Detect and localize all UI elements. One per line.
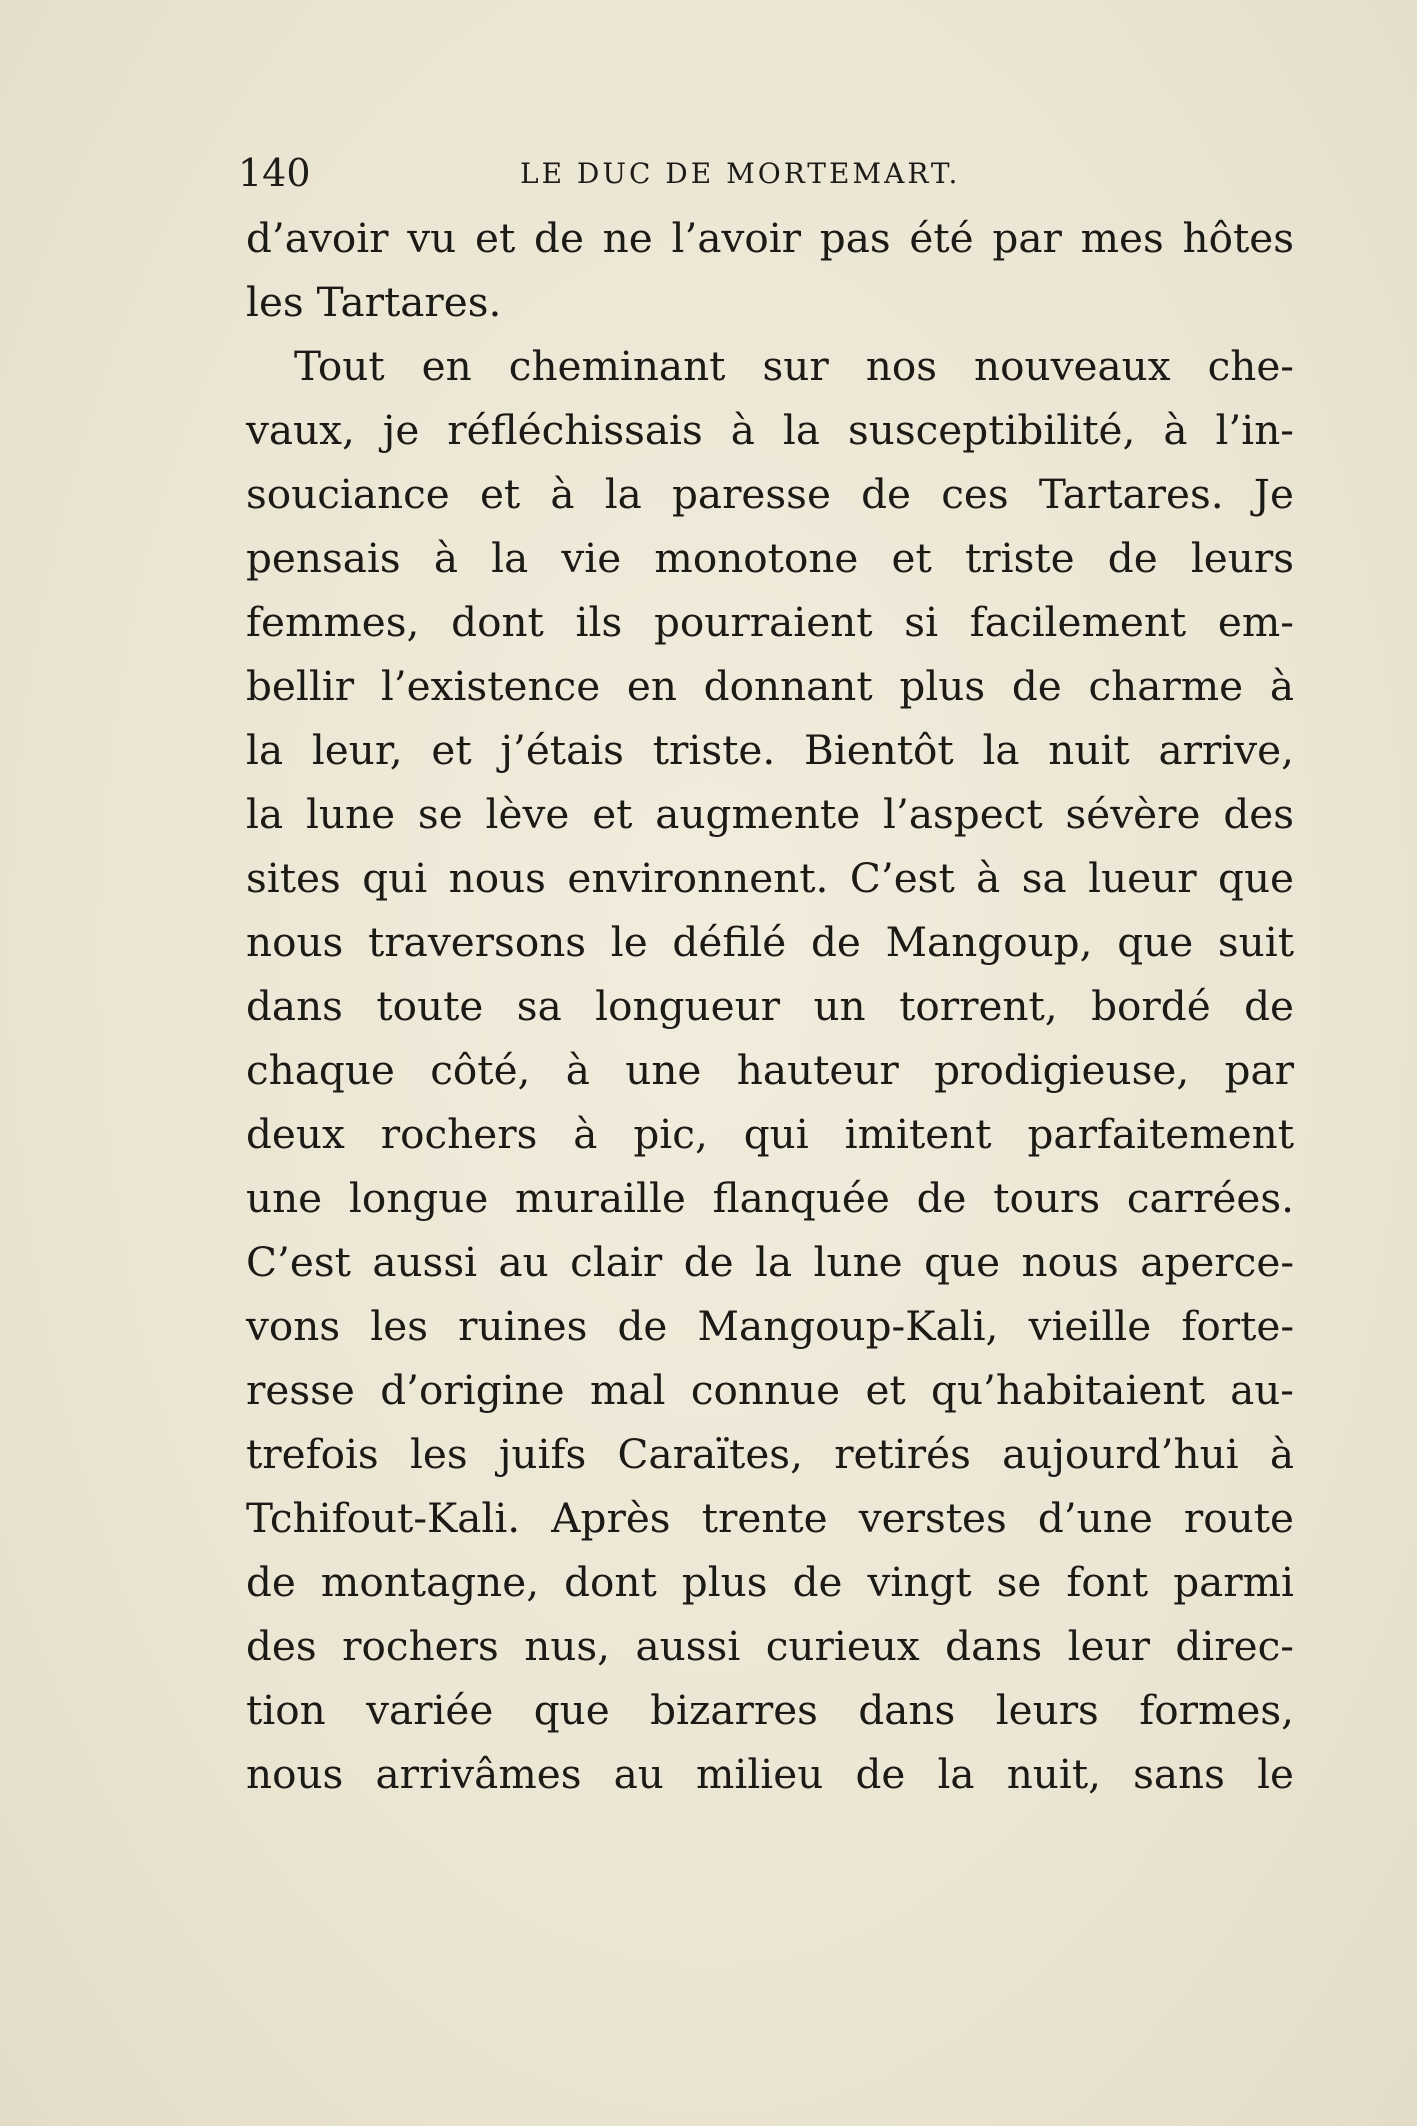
text-line: sites qui nous environnent. C’est à sa lueur que (246, 854, 1294, 902)
text-line: femmes, dont ils pourraient si facilement em- (246, 598, 1294, 646)
text-line: bellir l’existence en donnant plus de charme à (246, 662, 1294, 710)
page-number: 140 (238, 151, 311, 195)
text-line: pensais à la vie monotone et triste de leurs (246, 534, 1294, 582)
text-line: resse d’origine mal connue et qu’habitaient au- (246, 1366, 1294, 1414)
text-line: des rochers nus, aussi curieux dans leur direc- (246, 1622, 1294, 1670)
running-title: LE DUC DE MORTEMART. (520, 157, 961, 190)
text-line: Tout en cheminant sur nos nouveaux che- (294, 342, 1294, 390)
text-line: dans toute sa longueur un torrent, bordé de (246, 982, 1294, 1030)
text-line: C’est aussi au clair de la lune que nous aperce- (246, 1238, 1294, 1286)
text-line: tion variée que bizarres dans leurs formes, (246, 1686, 1294, 1734)
text-line: de montagne, dont plus de vingt se font parmi (246, 1558, 1294, 1606)
text-line: vaux, je réfléchissais à la susceptibilité, à l’in- (246, 406, 1294, 454)
text-line: deux rochers à pic, qui imitent parfaitement (246, 1110, 1294, 1158)
text-line: la lune se lève et augmente l’aspect sévère des (246, 790, 1294, 838)
text-line: Tchifout-Kali. Après trente verstes d’une route (246, 1494, 1294, 1542)
text-line: trefois les juifs Caraïtes, retirés aujourd’hui à (246, 1430, 1294, 1478)
running-head (238, 148, 1258, 208)
text-line: les Tartares. (246, 278, 502, 326)
text-line: la leur, et j’étais triste. Bientôt la nuit arrive, (246, 726, 1294, 774)
text-line: une longue muraille flanquée de tours carrées. (246, 1174, 1294, 1222)
text-line: souciance et à la paresse de ces Tartares. Je (246, 470, 1294, 518)
text-line: d’avoir vu et de ne l’avoir pas été par mes hôtes (246, 214, 1294, 262)
text-line: vons les ruines de Mangoup-Kali, vieille forte- (246, 1302, 1294, 1350)
body-text (246, 206, 1294, 1806)
text-line: nous traversons le défilé de Mangoup, que suit (246, 918, 1294, 966)
text-line: nous arrivâmes au milieu de la nuit, sans le (246, 1750, 1294, 1798)
text-line: chaque côté, à une hauteur prodigieuse, par (246, 1046, 1294, 1094)
